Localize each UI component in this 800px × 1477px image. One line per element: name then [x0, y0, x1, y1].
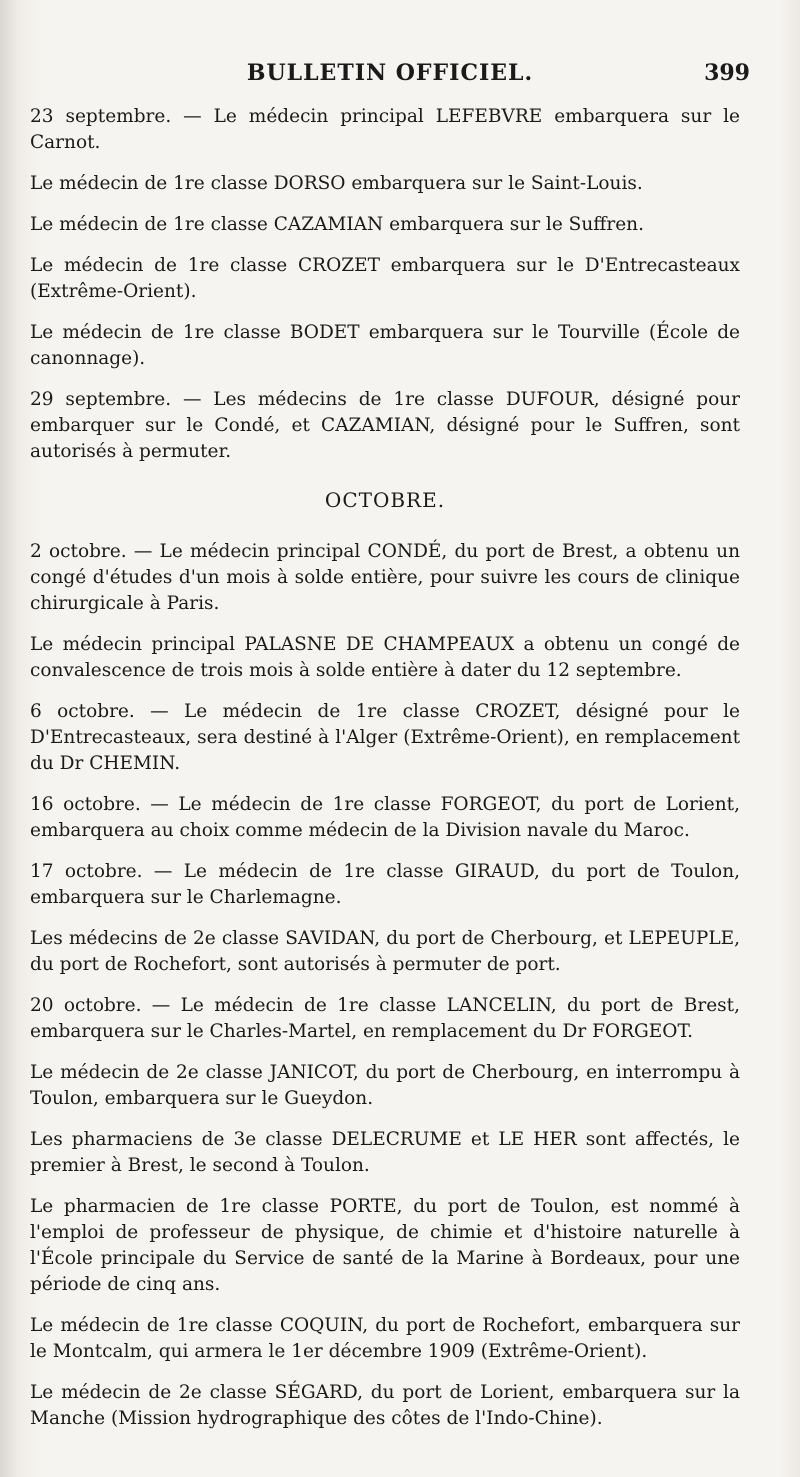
paragraph: Le médecin de 1re classe CAZAMIAN embarquera sur le Suffren.	[30, 214, 644, 235]
paragraph: Le pharmacien de 1re classe PORTE, du port de Toulon, est nommé à l'emploi de professeur de physique, de chimie et d'histoire naturelle à l'École principale du Service de santé de la Marine à Bordeaux, pour une période de cinq ans.	[30, 1196, 740, 1295]
section-heading: OCTOBRE.	[324, 488, 446, 512]
paragraph: Le médecin de 1re classe CROZET embarquera sur le D'Entrecasteaux (Extrême-Orient).	[30, 255, 740, 302]
paragraph: 6 octobre. — Le médecin de 1re classe CROZET, désigné pour le D'Entrecasteaux, sera destiné à l'Alger (Extrême-Orient), en remplacement du Dr CHEMIN.	[30, 701, 740, 774]
paragraph: Le médecin de 2e classe JANICOT, du port de Cherbourg, en interrompu à Toulon, embarquera sur le Gueydon.	[30, 1062, 740, 1109]
page-header	[30, 60, 750, 90]
paragraph: Le médecin de 1re classe DORSO embarquera sur le Saint-Louis.	[30, 173, 643, 194]
paragraph: 17 octobre. — Le médecin de 1re classe GIRAUD, du port de Toulon, embarquera sur le Charlemagne.	[30, 861, 740, 908]
paragraph: Les médecins de 2e classe SAVIDAN, du port de Cherbourg, et LEPEUPLE, du port de Rochefort, sont autorisés à permuter de port.	[30, 928, 740, 975]
paragraph: 2 octobre. — Le médecin principal CONDÉ, du port de Brest, a obtenu un congé d'études d'un mois à solde entière, pour suivre les cours de clinique chirurgicale à Paris.	[30, 541, 740, 614]
paragraph: Les pharmaciens de 3e classe DELECRUME et LE HER sont affectés, le premier à Brest, le second à Toulon.	[30, 1129, 740, 1176]
paragraph: 20 octobre. — Le médecin de 1re classe LANCELIN, du port de Brest, embarquera sur le Charles-Martel, en remplacement du Dr FORGEOT.	[30, 995, 740, 1042]
paragraph: 29 septembre. — Les médecins de 1re classe DUFOUR, désigné pour embarquer sur le Condé, et CAZAMIAN, désigné pour le Suffren, sont autorisés à permuter.	[30, 389, 740, 462]
paragraph: Le médecin de 2e classe SÉGARD, du port de Lorient, embarquera sur la Manche (Mission hydrographique des côtes de l'Indo-Chine).	[30, 1382, 740, 1429]
paragraph: Le médecin de 1re classe COQUIN, du port de Rochefort, embarquera sur le Montcalm, qui armera le 1er décembre 1909 (Extrême-Orient).	[30, 1315, 740, 1362]
paragraph: Le médecin principal PALASNE DE CHAMPEAUX a obtenu un congé de convalescence de trois mois à solde entière à dater du 12 septembre.	[30, 634, 740, 681]
paragraph: 23 septembre. — Le médecin principal LEFEBVRE embarquera sur le Carnot.	[30, 106, 740, 153]
paragraph: 16 octobre. — Le médecin de 1re classe FORGEOT, du port de Lorient, embarquera au choix comme médecin de la Division navale du Maroc.	[30, 794, 740, 841]
running-title: BULLETIN OFFICIEL.	[246, 60, 534, 86]
paragraph: Le médecin de 1re classe BODET embarquera sur le Tourville (École de canonnage).	[30, 322, 740, 369]
page-body	[30, 104, 740, 1447]
page-number: 399	[704, 60, 750, 86]
